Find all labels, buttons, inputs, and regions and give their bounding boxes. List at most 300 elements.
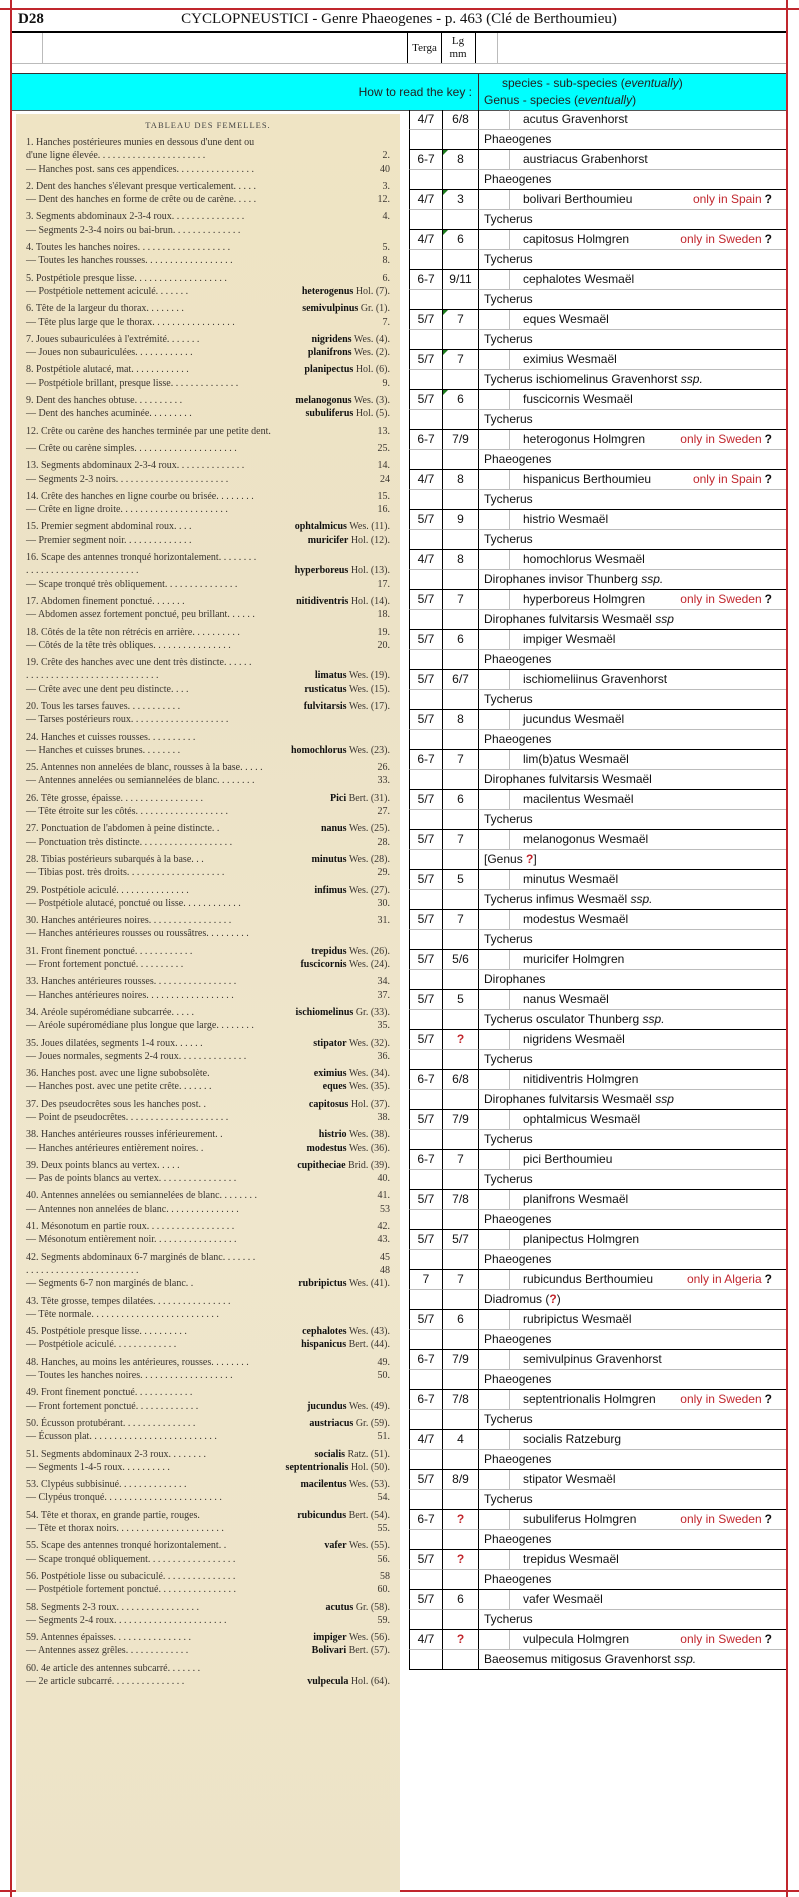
species-indent [479,510,510,529]
key-line-result: subuliferus Hol. (5). [305,408,390,420]
key-line-text: 7. Joues subauriculées à l'extrémité. . . . . . . [26,333,200,345]
table-row [409,190,786,230]
key-line-species: Pici [330,792,347,804]
genus-line [484,1570,551,1589]
genus-uncertain-mark: ? [549,1292,557,1306]
table-row [409,1270,786,1310]
key-line-result: ischiomelinus Gr. (33). [295,1006,390,1018]
key-line [16,700,400,713]
length-cell-empty [443,1410,479,1429]
species-indent [479,990,510,1009]
species-indent [479,1310,510,1329]
length-cell-empty [443,850,479,869]
key-line [16,884,400,897]
key-line-text: — Segments 2-3 noirs. . . . . . . . . . . . . . . . . . . . . . . [26,473,229,485]
genus-name: Tycherus [484,252,533,266]
comment-marker-icon [443,350,448,355]
length-cell-empty [443,250,479,269]
key-line-species: planipectus [304,364,354,376]
key-line [16,927,400,940]
key-line [16,639,400,652]
key-line-text: — Point de pseudocrêtes. . . . . . . . . . . . . . . . . . . . . [26,1112,229,1123]
comment-marker-icon [443,150,448,155]
key-line-result: acutus Gr. (58). [325,1601,390,1613]
species-indent [479,950,510,969]
key-line [16,193,400,206]
key-legend-line1-italic: eventually [624,76,679,90]
table-row [409,1630,786,1670]
key-line-result: heterogenus Hol. (7). [301,285,390,297]
key-line [16,1308,400,1321]
genus-close: ] [533,852,537,866]
species-name: minutus Wesmaël [523,872,619,886]
subspecies-marker: ssp. [680,372,703,386]
table-row [409,1110,786,1150]
species-name: subuliferus Holmgren [523,1512,637,1526]
key-line [16,1478,400,1491]
length-cell: ? [443,1510,479,1530]
key-line-result: 51. [377,1431,390,1443]
length-cell: 7 [443,830,479,850]
key-line-text: 5. Postpétiole presque lisse. . . . . . . . . . . . . . . . . . . [26,272,227,284]
key-line-text: — Dent des hanches acuminée. . . . . . . . . [26,408,192,420]
species-cell [479,910,786,930]
key-line-text: — Tarses postérieurs roux. . . . . . . . . . . . . . . . . . . . [26,714,229,726]
key-line-species: eximius [313,1068,347,1080]
genus-name: Dirophanes fulvitarsis Wesmaël [484,1092,652,1106]
genus-line [484,850,537,869]
key-line [16,1644,400,1657]
key-line-result: 56. [377,1553,390,1565]
key-line-species: histrio [318,1129,347,1141]
length-cell-empty [443,1450,479,1469]
key-line-text: — Front fortement ponctué. . . . . . . . . . [26,959,184,971]
species-name: nanus Wesmaël [523,992,609,1006]
key-line-text: 24. Hanches et cuisses rousses. . . . . . . . . . [26,731,196,743]
title-row [12,10,786,33]
key-line-result: semivulpinus Gr. (1). [302,303,390,315]
key-line-text: 13. Segments abdominaux 2-3-4 roux. . . . . . . . . . . . . . [26,460,245,472]
terga-cell-empty [409,1410,443,1429]
genus-name: Tycherus [484,212,533,226]
species-name: nigridens Wesmaël [523,1032,625,1046]
species-name: impiger Wesmaël [523,632,616,646]
key-line-text: — Abdomen assez fortement ponctué, peu brillant. . . . . . [26,609,255,621]
table-row [409,870,786,910]
genus-line [484,1130,533,1149]
terga-cell: 5/7 [409,350,443,370]
species-cell [479,870,786,890]
comment-marker-icon [443,230,448,235]
key-line-result: 58 [380,1570,390,1582]
species-cell [479,1230,786,1250]
key-line-result: 35. [377,1020,390,1032]
species-indent [479,550,510,569]
distribution-note [680,1390,772,1409]
species-indent [479,750,510,769]
key-line-species: Bolivari [311,1645,347,1657]
key-line-text: 14. Crête des hanches en ligne courbe ou brisée. . . . . . . . [26,490,254,502]
species-indent [479,1230,510,1249]
species-indent [479,1070,510,1089]
length-cell: 6/7 [443,670,479,690]
terga-cell: 5/7 [409,1190,443,1210]
terga-cell: 5/7 [409,670,443,690]
key-line [16,1522,400,1535]
key-line [16,425,400,438]
key-line-result: 36. [377,1050,390,1062]
key-line-result: 48 [380,1264,390,1276]
length-cell: 7/9 [443,430,479,450]
key-line-text: 15. Premier segment abdominal roux. . . . [26,521,192,533]
table-row [409,790,786,830]
length-cell: 8 [443,710,479,730]
key-line [16,989,400,1002]
length-cell: 6 [443,390,479,410]
subspecies-marker: ssp [655,612,674,626]
table-row [409,630,786,670]
key-line [16,180,400,193]
key-line [16,551,400,564]
column-header-length-lg: Lg [451,35,465,47]
species-table [409,110,786,1670]
key-line-species: fulvitarsis [303,700,347,712]
genus-line [484,370,703,389]
length-cell: ? [443,1030,479,1050]
key-line [16,1539,400,1552]
key-line [16,1386,400,1399]
terga-cell-empty [409,1450,443,1469]
key-line [16,224,400,237]
species-name: trepidus Wesmaël [523,1552,619,1566]
key-line-text: — Antennes non annelées de blanc. . . . . . . . . . . . . . . [26,1203,239,1215]
length-cell: 3 [443,190,479,210]
length-cell-empty [443,370,479,389]
length-cell-empty [443,130,479,149]
length-cell: 7/9 [443,1350,479,1370]
key-line-text: 25. Antennes non annelées de blanc, rousses à la base. . . . . [26,762,263,774]
key-line-result: vulpecula Hol. (64). [307,1675,390,1687]
length-cell: 9/11 [443,270,479,290]
key-line-result: hyperboreus Hol. (13). [294,565,390,577]
key-line [16,914,400,927]
species-indent [479,1190,510,1209]
key-line-text: — Crête en ligne droite. . . . . . . . . . . . . . . . . . . . . . [26,504,228,516]
distribution-note-text: only in Spain [692,192,762,206]
length-cell-empty [443,1250,479,1269]
key-line-text: — Hanches antérieures rousses ou roussâtres. . . . . . . . . [26,928,249,940]
key-line-species: ischiomelinus [295,1006,354,1018]
length-cell-empty [443,1010,479,1029]
species-cell [479,670,786,690]
key-legend-line2-italic: eventually [578,93,633,107]
species-name: jucundus Wesmaël [523,712,625,726]
key-line-result: eques Wes. (35). [322,1081,390,1093]
key-line-result: 24 [380,473,390,485]
key-line-result: 49. [377,1356,390,1368]
terga-cell: 6-7 [409,1070,443,1090]
terga-cell: 5/7 [409,950,443,970]
genus-name: Tycherus infimus Wesmaël [484,892,628,906]
key-line-result: 14. [377,460,390,472]
table-row [409,110,786,150]
key-line-text: — Premier segment noir. . . . . . . . . . . . . . [26,534,192,546]
species-cell [479,1110,786,1130]
key-line-result: infimus Wes. (27). [314,884,390,896]
length-cell: 7 [443,750,479,770]
key-line-species: rubripictus [298,1278,347,1290]
species-name: rubicundus Berthoumieu [523,1272,654,1286]
subspecies-marker: ssp. [641,572,664,586]
table-row [409,470,786,510]
key-line-text: — Scape tronqué très obliquement. . . . . . . . . . . . . . . [26,578,238,590]
key-line-species: muricifer [307,534,349,546]
key-line-text: 3. Segments abdominaux 2-3-4 roux. . . . . . . . . . . . . . . [26,211,245,223]
terga-cell-empty [409,1530,443,1549]
length-cell-empty [443,1530,479,1549]
key-line-text: — Tête plus large que le thorax. . . . . . . . . . . . . . . . . [26,316,235,328]
key-line [16,1233,400,1246]
genus-line [484,690,533,709]
key-line-text: 41. Mésonotum en partie roux. . . . . . . . . . . . . . . . . . [26,1221,235,1233]
key-line-text: — Postpétiole brillant, presque lisse. . . . . . . . . . . . . . [26,377,239,389]
terga-cell: 4/7 [409,110,443,130]
species-cell [479,190,786,210]
key-line-result: 6. [382,272,390,284]
length-cell-empty [443,1210,479,1229]
terga-cell: 4/7 [409,230,443,250]
genus-name: [Genus [484,852,527,866]
genus-line [484,570,663,589]
species-indent [479,430,510,449]
length-cell: 8 [443,150,479,170]
length-cell-empty [443,1290,479,1309]
genus-line [484,1610,533,1629]
length-cell: 7 [443,910,479,930]
terga-cell-empty [409,730,443,749]
length-cell-empty [443,210,479,229]
page-code: D28 [18,11,44,27]
length-cell: 6/8 [443,1070,479,1090]
genus-name: Dirophanes [484,972,546,986]
question-mark: ? [764,192,772,206]
key-line-text: — Dent des hanches en forme de crête ou de carène. . . . . [26,194,257,206]
terga-cell-empty [409,1090,443,1109]
genus-line [484,1650,696,1669]
genus-line [484,1410,533,1429]
length-cell-empty [443,930,479,949]
distribution-note-text: only in Sweden [680,1632,762,1646]
species-name: modestus Wesmaël [523,912,629,926]
terga-cell: 5/7 [409,1590,443,1610]
key-line-text: — Toutes les hanches rousses. . . . . . . . . . . . . . . . . . [26,255,233,267]
terga-cell-empty [409,690,443,709]
species-indent [479,710,510,729]
terga-cell: 5/7 [409,990,443,1010]
subspecies-marker: ssp [655,1092,674,1106]
genus-line [484,650,551,669]
key-line-result: 33. [377,775,390,787]
species-indent [479,870,510,889]
terga-cell: 5/7 [409,1310,443,1330]
key-line-result: septentrionalis Hol. (50). [285,1461,390,1473]
table-row [409,1070,786,1110]
key-line-text: 50. Écusson protubérant. . . . . . . . . . . . . . . [26,1417,196,1429]
key-line-result: modestus Wes. (36). [306,1142,390,1154]
terga-cell: 5/7 [409,1550,443,1570]
key-line-result: cephalotes Wes. (43). [302,1326,390,1338]
genus-name: Phaeogenes [484,1572,552,1586]
length-cell-empty [443,730,479,749]
key-line [16,149,400,162]
species-cell [479,510,786,530]
table-row [409,830,786,870]
key-line-result: 31. [377,915,390,927]
key-line-result: rubripictus Wes. (41). [298,1278,390,1290]
key-line [16,1251,400,1264]
table-row [409,750,786,790]
key-line [16,1448,400,1461]
key-line-result: 19. [377,626,390,638]
species-name: capitosus Holmgren [523,232,630,246]
species-cell [479,550,786,570]
terga-cell: 4/7 [409,190,443,210]
key-line [16,534,400,547]
genus-name: Phaeogenes [484,732,552,746]
terga-cell: 5/7 [409,710,443,730]
length-cell: 6 [443,1590,479,1610]
genus-line [484,1290,561,1309]
key-line-result: 12. [377,194,390,206]
key-line-species: modestus [306,1142,347,1154]
terga-cell-empty [409,970,443,989]
terga-cell-empty [409,1290,443,1309]
table-row [409,350,786,390]
species-name: rubripictus Wesmaël [523,1312,632,1326]
species-cell [479,830,786,850]
species-name: histrio Wesmaël [523,512,609,526]
species-indent [479,1270,510,1289]
genus-name: Dirophanes fulvitarsis Wesmaël [484,612,652,626]
genus-name: Phaeogenes [484,452,552,466]
key-line-text: — Segments 2-4 roux. . . . . . . . . . . . . . . . . . . . . . . [26,1614,227,1626]
key-line-species: hyperboreus [294,565,349,577]
distribution-note-text: only in Sweden [680,592,762,606]
key-line [16,958,400,971]
key-line [16,1172,400,1185]
key-line-text: 26. Tête grosse, épaisse. . . . . . . . . . . . . . . . . [26,792,204,804]
genus-line [484,970,545,989]
key-line-result: homochlorus Wes. (23). [290,744,390,756]
key-line-species: cupitheciae [297,1159,346,1171]
key-line-species: semivulpinus [302,303,359,315]
key-line-result: ophtalmicus Wes. (11). [294,521,390,533]
key-line-text: 36. Hanches post. avec une ligne subobsolète. [26,1068,210,1080]
comment-marker-icon [443,310,448,315]
key-line-species: nanus [320,823,347,835]
species-cell [479,1030,786,1050]
key-line [16,975,400,988]
key-line-text: — Antennes annelées ou semiannelées de blanc. . . . . . . . [26,775,255,787]
terga-cell: 6-7 [409,270,443,290]
key-line [16,744,400,757]
key-line-text: 53. Clypéus subbisinué. . . . . . . . . . . . . . [26,1479,187,1491]
length-cell: 7 [443,1150,479,1170]
key-line-result: melanogonus Wes. (3). [295,395,390,407]
terga-cell-empty [409,1570,443,1589]
key-line-result: 3. [382,180,390,192]
table-row [409,1510,786,1550]
table-row [409,1470,786,1510]
length-cell: 5 [443,990,479,1010]
length-cell: ? [443,1550,479,1570]
table-row [409,1150,786,1190]
distribution-note [680,230,772,249]
key-line-text: 19. Crête des hanches avec une dent très distincte. . . . . . [26,657,252,669]
terga-cell-empty [409,1370,443,1389]
key-line-text: 33. Hanches antérieures rousses. . . . . . . . . . . . . . . . . [26,976,237,988]
genus-name: Tycherus [484,1492,533,1506]
subspecies-marker: ssp. [674,1652,697,1666]
frame-line-right [786,0,788,1897]
terga-cell-empty [409,1610,443,1629]
key-line [16,761,400,774]
key-line [16,490,400,503]
key-line-result: limatus Wes. (19). [314,670,390,682]
terga-cell: 5/7 [409,310,443,330]
key-line-result: rusticatus Wes. (15). [304,683,390,695]
species-indent [479,150,510,169]
key-line-text: 48. Hanches, au moins les antérieures, rousses. . . . . . . . [26,1356,249,1368]
genus-line [484,250,533,269]
key-line [16,608,400,621]
key-line [16,254,400,267]
key-line-result: 25. [377,442,390,454]
terga-cell-empty [409,890,443,909]
key-line [16,713,400,726]
key-line-text: 58. Segments 2-3 roux. . . . . . . . . . . . . . . . . [26,1601,200,1613]
species-cell [479,750,786,770]
key-line [16,1264,400,1277]
key-line [16,1400,400,1413]
key-line-text: 28. Tibias postérieurs subarqués à la base. . . [26,853,204,865]
length-cell: 7/8 [443,1190,479,1210]
question-mark: ? [764,592,772,606]
key-legend-line1-close: ) [678,76,683,90]
terga-cell-empty [409,770,443,789]
key-line [16,578,400,591]
species-indent [479,230,510,249]
key-line-text: 31. Front finement ponctué. . . . . . . . . . . . [26,945,193,957]
species-cell [479,1270,786,1290]
terga-cell: 5/7 [409,1230,443,1250]
species-cell [479,1150,786,1170]
table-row [409,950,786,990]
key-line [16,836,400,849]
genus-line [484,130,551,149]
genus-close: ) [556,1292,561,1306]
key-line [16,1189,400,1202]
key-line-text: 35. Joues dilatées, segments 1-4 roux. . . . . . [26,1037,203,1049]
genus-name: Baeosemus mitigosus Gravenhorst [484,1652,671,1666]
key-line-result: impiger Wes. (56). [313,1632,390,1644]
genus-name: Phaeogenes [484,132,552,146]
length-cell: 5/6 [443,950,479,970]
key-line-text: 49. Front finement ponctué. . . . . . . . . . . . [26,1387,193,1399]
terga-cell: 5/7 [409,1110,443,1130]
key-line-result: 26. [377,762,390,774]
key-line-species: nigridens [311,333,352,345]
